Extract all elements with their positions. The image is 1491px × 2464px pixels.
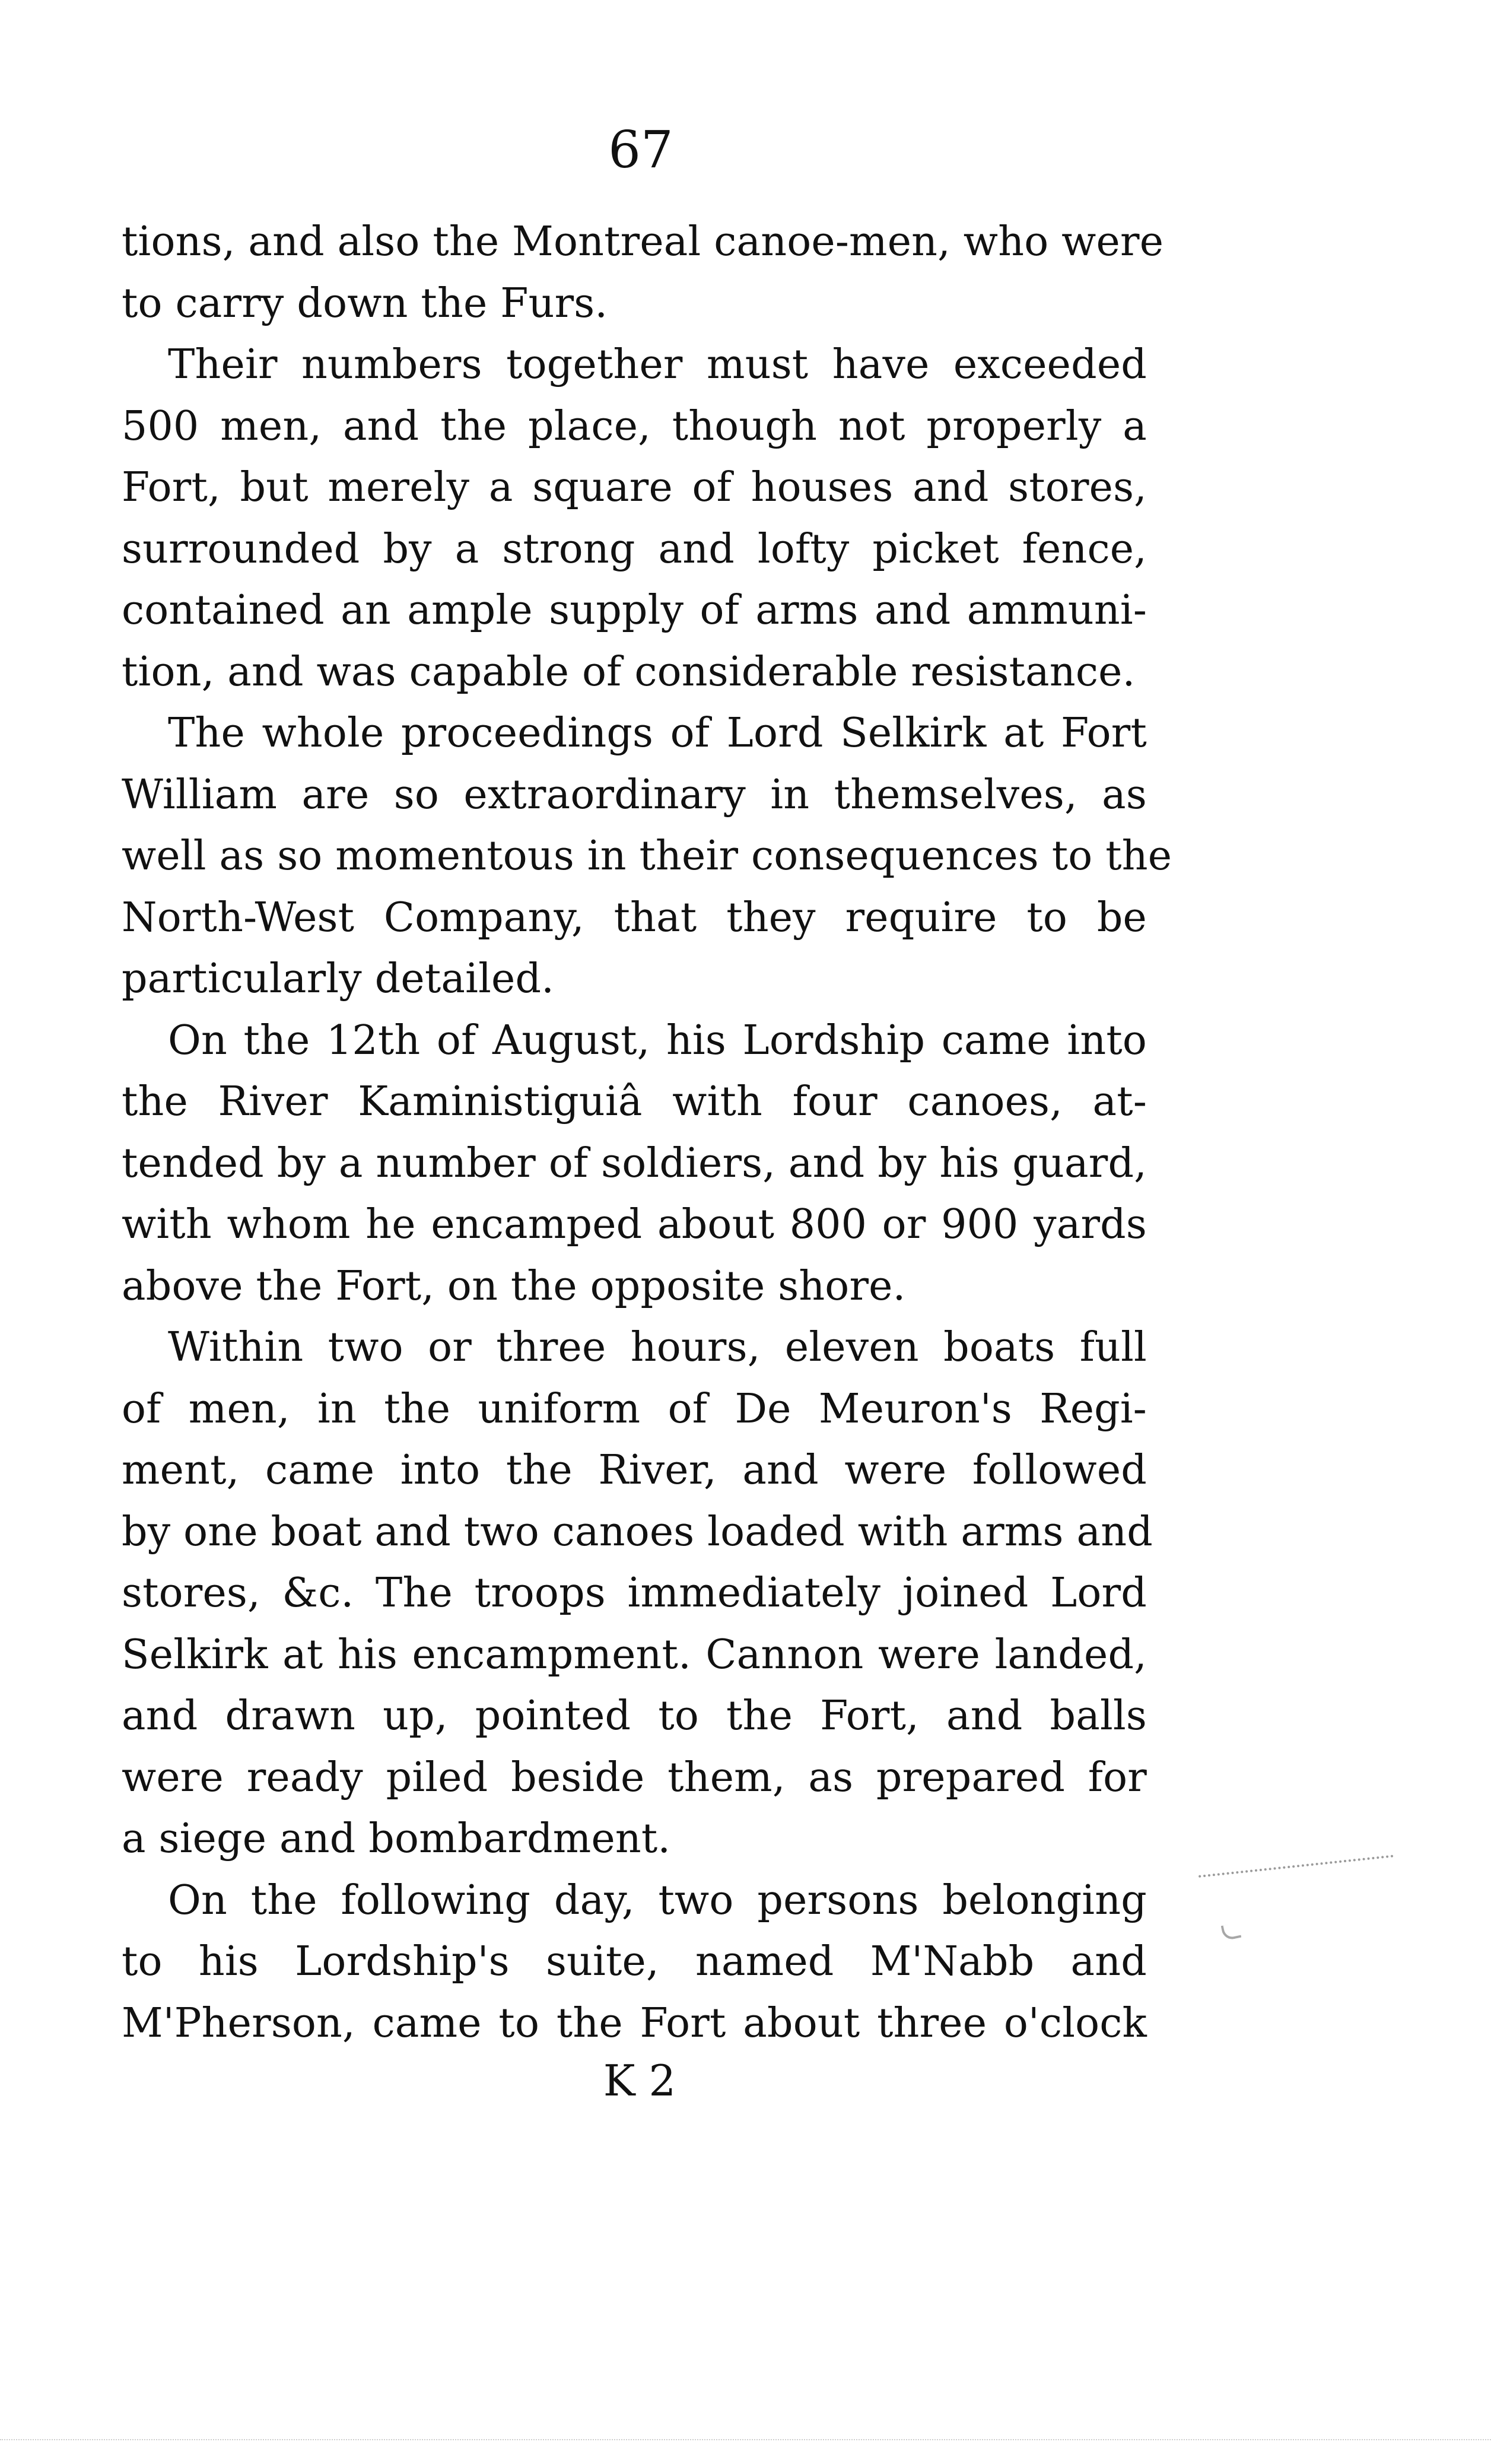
text-line: a siege and bombardment. <box>122 1815 671 1862</box>
text-line: 500 men, and the place, though not properly a <box>122 402 1147 450</box>
text-line: The whole proceedings of Lord Selkirk at Fort <box>168 710 1147 757</box>
text-line: surrounded by a strong and lofty picket fence, <box>122 525 1147 573</box>
text-line: contained an ample supply of arms and ammuni- <box>122 587 1147 634</box>
text-line: and drawn up, pointed to the Fort, and balls <box>122 1693 1147 1739</box>
text-line: North-West Company, that they require to be <box>122 894 1147 941</box>
text-line: particularly detailed. <box>122 955 555 1002</box>
scan-dust-line <box>0 2439 1491 2447</box>
text-line: well as so momentous in their consequences to the <box>122 833 1172 879</box>
text-line: On the 12th of August, his Lordship came into <box>168 1017 1147 1064</box>
text-line: stores, &c. The troops immediately joined Lord <box>122 1570 1147 1617</box>
text-line: by one boat and two canoes loaded with arms and <box>122 1508 1153 1555</box>
paragraph-6 <box>122 1870 1147 2055</box>
signature-mark: K 2 <box>603 2056 676 2106</box>
paragraph-3 <box>122 703 1172 1010</box>
paragraph-1 <box>122 211 1164 334</box>
margin-handwritten-note <box>1198 1875 1412 1947</box>
text-line: the River Kaministiguiâ with four canoes, at- <box>122 1078 1147 1125</box>
text-line: tion, and was capable of considerable resistance. <box>122 648 1136 696</box>
body-text <box>122 211 1172 2054</box>
paragraph-2 <box>122 334 1147 703</box>
text-line: ment, came into the River, and were followed <box>122 1447 1147 1494</box>
faint-hook-mark <box>1221 1922 1242 1941</box>
text-line: to carry down the Furs. <box>122 280 608 327</box>
page-number: 67 <box>608 120 673 180</box>
text-line: On the following day, two persons belonging <box>168 1876 1147 1924</box>
text-line: of men, in the uniform of De Meuron's Regi- <box>122 1385 1147 1433</box>
text-line: tended by a number of soldiers, and by his guard, <box>122 1139 1147 1187</box>
paragraph-5 <box>122 1317 1153 1870</box>
paragraph-4 <box>122 1010 1147 1317</box>
text-line: to his Lordship's suite, named M'Nabb and <box>122 1938 1147 1985</box>
faint-handwriting-mark <box>1198 1855 1398 1928</box>
text-line: Their numbers together must have exceeded <box>168 341 1147 388</box>
text-line: tions, and also the Montreal canoe-men, who were <box>122 218 1164 265</box>
text-line: Fort, but merely a square of houses and stores, <box>122 464 1147 511</box>
text-line: Selkirk at his encampment. Cannon were landed, <box>122 1631 1147 1678</box>
text-line: above the Fort, on the opposite shore. <box>122 1262 906 1310</box>
text-line: were ready piled beside them, as prepared for <box>122 1754 1147 1801</box>
text-line: William are so extraordinary in themselves, as <box>122 771 1147 818</box>
text-line: with whom he encamped about 800 or 900 yards <box>122 1201 1147 1248</box>
text-line: Within two or three hours, eleven boats full <box>168 1324 1147 1371</box>
text-line: M'Pherson, came to the Fort about three o'clock <box>122 1999 1147 2047</box>
